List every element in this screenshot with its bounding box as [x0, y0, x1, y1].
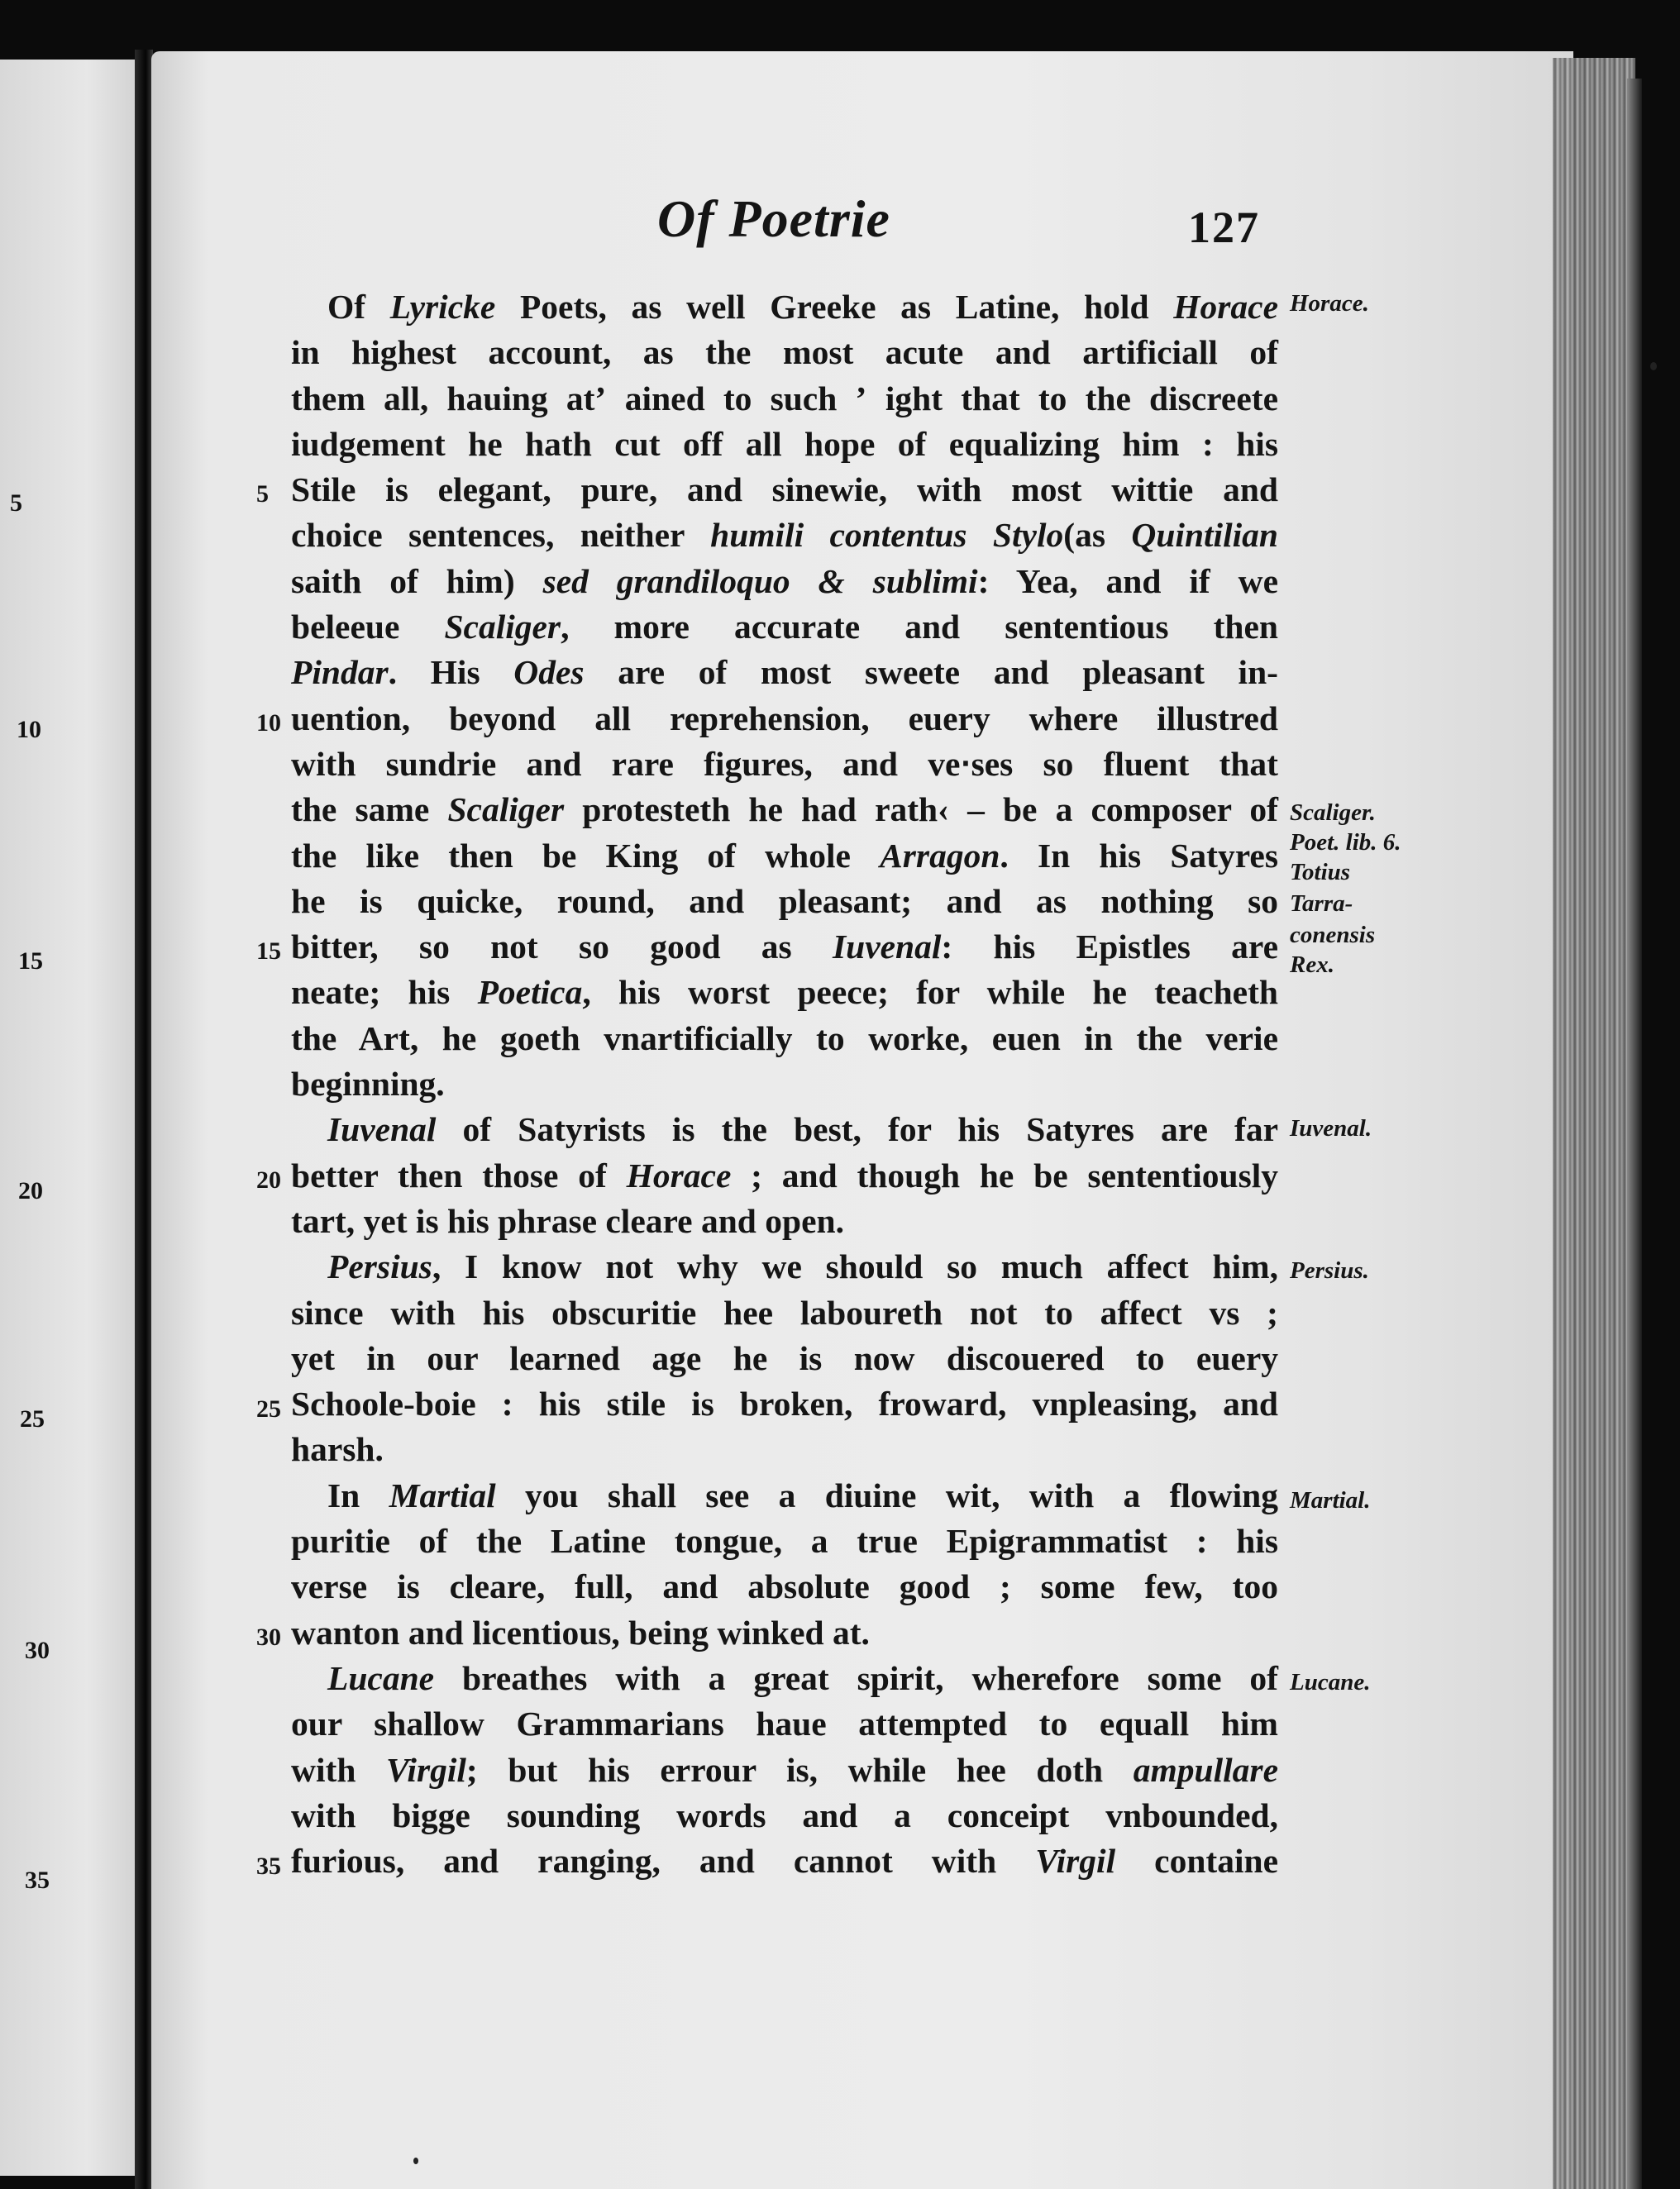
text-line: wanton and licentious, being winked at.: [291, 1613, 870, 1652]
line-number: 20: [256, 1166, 281, 1194]
margin-note-lucane: Lucane.: [1290, 1669, 1371, 1695]
page-edges: [1553, 58, 1635, 2189]
left-line-number: 15: [18, 947, 43, 975]
margin-note-line: Totius: [1290, 859, 1351, 885]
text-line: tart, yet is his phrase cleare and open.: [291, 1201, 844, 1240]
text-line: our shallow Grammarians haue attempted to equall him: [291, 1705, 1278, 1743]
text-line: yet in our learned age he is now discouered to euery: [291, 1338, 1278, 1377]
text-line: with bigge sounding words and a conceipt vnbounded,: [291, 1796, 1278, 1834]
line-number: 25: [256, 1395, 281, 1423]
text-line: furious, and ranging, and cannot with Virgil containe: [291, 1842, 1279, 1881]
text-line: Lucane breathes with a great spirit, wherefore some of: [327, 1658, 1278, 1697]
text-line: better then those of Horace ; and though he be sententiously: [291, 1156, 1278, 1195]
margin-note-line: Rex.: [1290, 951, 1334, 978]
text-line: iudgement he hath cut off all hope of equalizing him : his: [291, 424, 1278, 463]
text-line: them all, hauing at’ ained to such ’ ight that to the discreete: [291, 379, 1278, 417]
margin-note-horace: Horace.: [1290, 290, 1369, 317]
text-line: the same Scaliger protesteth he had rath‹ – be a composer of: [291, 790, 1278, 829]
margin-note-line: conensis: [1290, 922, 1376, 948]
scan-speck: [1650, 362, 1657, 370]
text-line: in highest account, as the most acute and artificiall of: [291, 333, 1278, 372]
scan-speck: [413, 2158, 418, 2164]
text-line: the like then be King of whole Arragon. In his Satyres: [291, 836, 1278, 875]
text-line: he is quicke, round, and pleasant; and as nothing so: [291, 881, 1278, 920]
text-line: uention, beyond all reprehension, euery where illustred: [291, 699, 1278, 737]
line-number: 10: [256, 709, 281, 737]
book-gutter: [135, 50, 153, 2189]
left-line-number: 35: [25, 1867, 50, 1894]
page-number: 127: [1188, 203, 1260, 252]
text-line: with sundrie and rare figures, and ve⋅ses so fluent that: [291, 744, 1278, 783]
margin-note-iuvenal: Iuvenal.: [1290, 1115, 1372, 1142]
left-facing-page: [0, 60, 145, 2176]
text-line: Iuvenal of Satyrists is the best, for his Satyres are far: [327, 1110, 1278, 1149]
left-line-number: 20: [18, 1177, 43, 1204]
left-line-number: 5: [10, 489, 22, 517]
text-line: Schoole-boie : his stile is broken, froward, vnpleasing, and: [291, 1385, 1278, 1424]
text-line: saith of him) sed grandiloquo & sublimi: Yea, and if we: [291, 561, 1278, 600]
text-line: the Art, he goeth vnartificially to worke, euen in the verie: [291, 1018, 1278, 1057]
text-line: since with his obscuritie hee laboureth not to affect vs ;: [291, 1293, 1278, 1332]
text-line: with Virgil; but his errour is, while hee doth ampullare: [291, 1750, 1278, 1789]
line-number: 5: [256, 480, 269, 508]
left-line-number: 30: [25, 1637, 50, 1664]
text-line: Of Lyricke Poets, as well Greeke as Latine, hold Horace: [327, 288, 1278, 326]
left-line-number: 25: [20, 1405, 45, 1433]
text-line: harsh.: [291, 1430, 384, 1469]
text-line: bitter, so not so good as Iuvenal: his Epistles are: [291, 928, 1278, 966]
text-line: In Martial you shall see a diuine wit, with a flowing: [327, 1476, 1278, 1514]
text-line: Stile is elegant, pure, and sinewie, with most wittie and: [291, 470, 1278, 509]
running-head: Of Poetrie: [657, 189, 890, 248]
page-edges-shadow: [1627, 79, 1642, 2189]
margin-note-line: Scaliger.: [1290, 799, 1376, 826]
margin-note-line: Tarra-: [1290, 890, 1353, 917]
left-line-number: 10: [17, 716, 41, 743]
text-line: beleeue Scaliger, more accurate and sententious then: [291, 608, 1278, 646]
line-number: 30: [256, 1624, 281, 1651]
text-line: verse is cleare, full, and absolute good ; some few, too: [291, 1567, 1278, 1606]
margin-note-line: Poet. lib. 6.: [1290, 829, 1401, 856]
body-text: [291, 284, 1278, 1884]
margin-note-martial: Martial.: [1290, 1487, 1371, 1514]
text-line: choice sentences, neither humili contentus Stylo(as Quintilian: [291, 516, 1278, 555]
text-line: beginning.: [291, 1065, 445, 1104]
text-line: Persius, I know not why we should so much affect him,: [327, 1247, 1278, 1286]
text-line: neate; his Poetica, his worst peece; for while he teacheth: [291, 973, 1278, 1012]
text-line: puritie of the Latine tongue, a true Epigrammatist : his: [291, 1522, 1278, 1561]
margin-note-persius: Persius.: [1290, 1257, 1369, 1284]
line-number: 35: [256, 1853, 281, 1880]
line-number: 15: [256, 937, 281, 965]
text-line: Pindar. His Odes are of most sweete and pleasant in-: [291, 653, 1278, 692]
